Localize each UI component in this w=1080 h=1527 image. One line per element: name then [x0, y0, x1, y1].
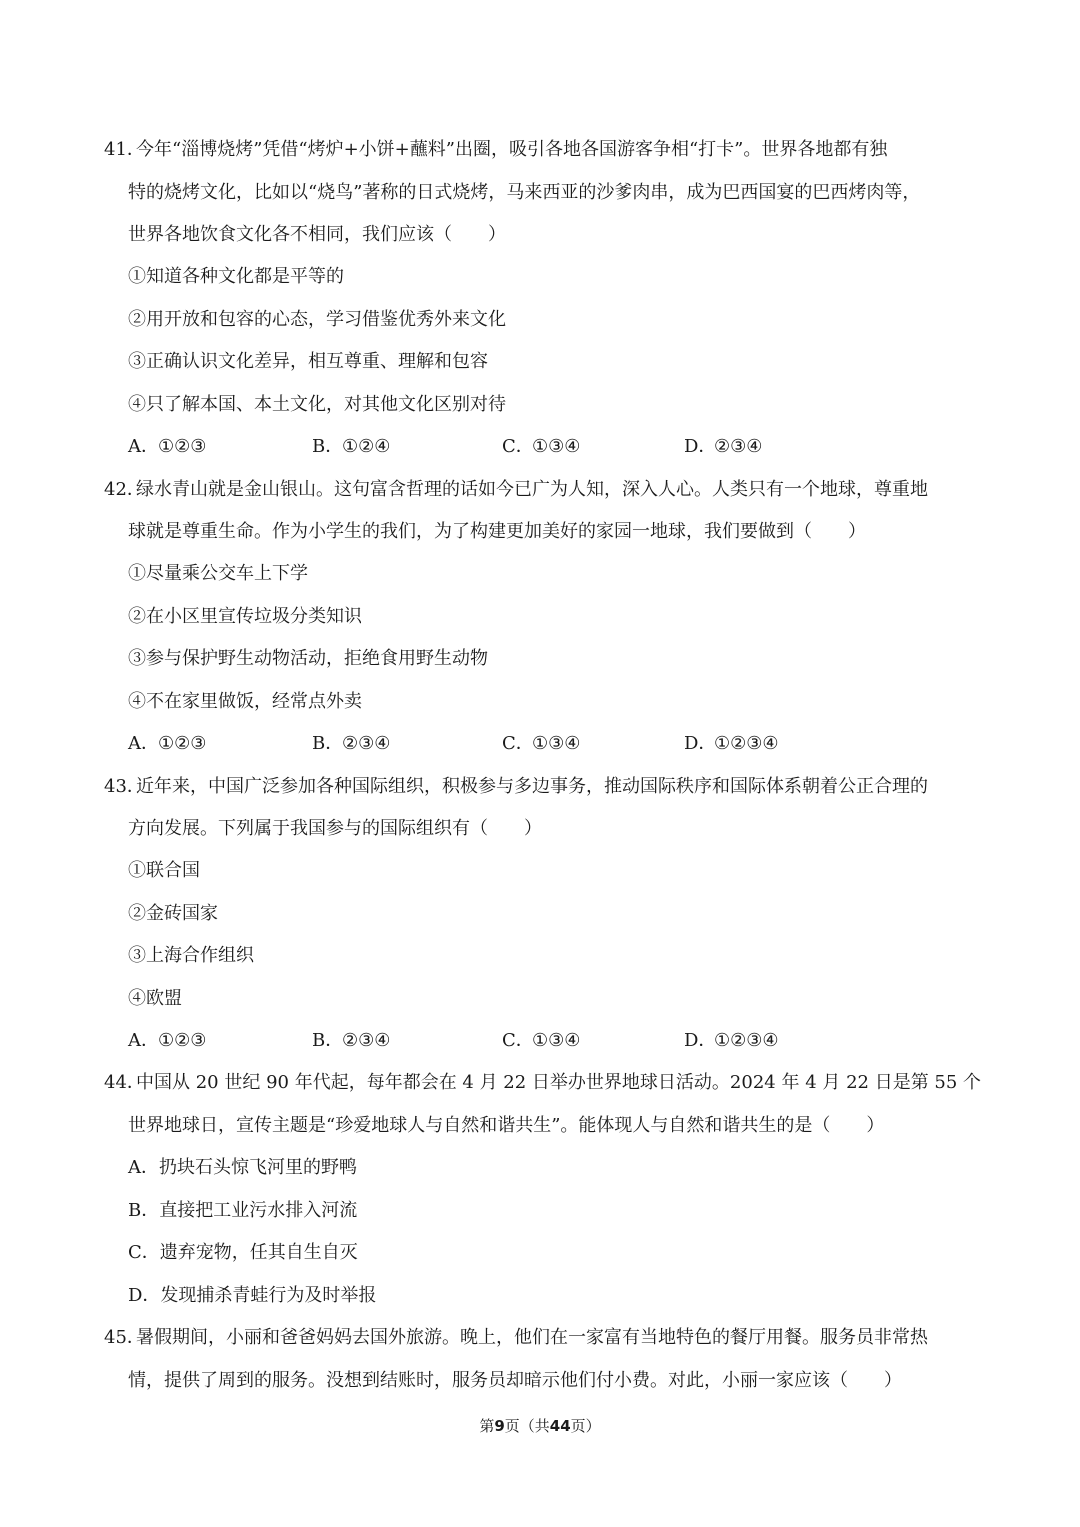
question-44-option-d: D．发现捕杀青蛙行为及时举报: [128, 1285, 377, 1306]
question-41-line-3: 世界各地饮食文化各不相同，我们应该（ ）: [128, 224, 506, 245]
question-41-option-1: ①知道各种文化都是平等的: [128, 266, 344, 287]
question-41-choice-c: C．①③④: [502, 436, 581, 457]
question-number: 43．: [104, 776, 145, 797]
question-42-choice-a: A．①②③: [128, 733, 207, 754]
question-41-line-1: 41．今年“淄博烧烤”凭借“烤炉+小饼+蘸料”出圈，吸引各地各国游客争相“打卡”。世界各地都有独: [104, 139, 888, 160]
question-43-choice-d: D．①②③④: [684, 1030, 779, 1051]
question-43-option-4: ④欧盟: [128, 988, 182, 1009]
question-43-choice-b: B．②③④: [312, 1030, 391, 1051]
question-41-option-4: ④只了解本国、本土文化，对其他文化区别对待: [128, 394, 506, 415]
question-42-choice-c: C．①③④: [502, 733, 581, 754]
question-43-line-1: 43．近年来，中国广泛参加各种国际组织，积极参与多边事务，推动国际秩序和国际体系朝着公正合理的: [104, 776, 928, 797]
question-42-option-2: ②在小区里宣传垃圾分类知识: [128, 606, 362, 627]
total-pages: 44: [549, 1417, 571, 1435]
question-42-option-4: ④不在家里做饭，经常点外卖: [128, 691, 362, 712]
question-42-option-3: ③参与保护野生动物活动，拒绝食用野生动物: [128, 648, 488, 669]
question-45-line-1: 45．暑假期间，小丽和爸爸妈妈去国外旅游。晚上，他们在一家富有当地特色的餐厅用餐。服务员非常热: [104, 1327, 928, 1348]
question-42-choice-d: D．①②③④: [684, 733, 779, 754]
question-43-option-2: ②金砖国家: [128, 903, 218, 924]
question-41-choice-b: B．①②④: [312, 436, 391, 457]
question-41-choice-d: D．②③④: [684, 436, 763, 457]
question-43-choice-a: A．①②③: [128, 1030, 207, 1051]
page-number: 9: [494, 1417, 505, 1435]
question-43-choice-c: C．①③④: [502, 1030, 581, 1051]
question-number: 45．: [104, 1327, 145, 1348]
question-44-option-b: B．直接把工业污水排入河流: [128, 1200, 358, 1221]
question-number: 41．: [104, 139, 145, 160]
question-43-option-3: ③上海合作组织: [128, 945, 254, 966]
question-44-option-c: C．遗弃宠物，任其自生自灭: [128, 1242, 358, 1263]
question-42-line-1: 42．绿水青山就是金山银山。这句富含哲理的话如今已广为人知，深入人心。人类只有一个地球，尊重地: [104, 479, 928, 500]
question-number: 42．: [104, 479, 145, 500]
question-41-option-2: ②用开放和包容的心态，学习借鉴优秀外来文化: [128, 309, 506, 330]
question-41-choice-a: A．①②③: [128, 436, 207, 457]
question-number: 44．: [104, 1072, 145, 1093]
question-41-option-3: ③正确认识文化差异，相互尊重、理解和包容: [128, 351, 488, 372]
question-45-line-2: 情，提供了周到的服务。没想到结账时，服务员却暗示他们付小费。对此，小丽一家应该（ ）: [128, 1370, 902, 1391]
question-43-option-1: ①联合国: [128, 860, 200, 881]
question-44-line-2: 世界地球日，宣传主题是“珍爱地球人与自然和谐共生”。能体现人与自然和谐共生的是（ ）: [128, 1115, 885, 1136]
question-43-line-2: 方向发展。下列属于我国参与的国际组织有（ ）: [128, 818, 542, 839]
question-44-line-1: 44．中国从 20 世纪 90 年代起，每年都会在 4 月 22 日举办世界地球日活动。2024 年 4 月 22 日是第 55 个: [104, 1072, 982, 1093]
question-41-line-2: 特的烧烤文化，比如以“烧鸟”著称的日式烧烤，马来西亚的沙爹肉串，成为巴西国宴的巴西烤肉等，: [128, 182, 921, 203]
question-44-option-a: A．扔块石头惊飞河里的野鸭: [128, 1157, 357, 1178]
page-footer: 第9页（共44页）: [479, 1417, 601, 1435]
question-42-choice-b: B．②③④: [312, 733, 391, 754]
question-42-line-2: 球就是尊重生命。作为小学生的我们，为了构建更加美好的家园一地球，我们要做到（ ）: [128, 521, 866, 542]
question-42-option-1: ①尽量乘公交车上下学: [128, 563, 308, 584]
